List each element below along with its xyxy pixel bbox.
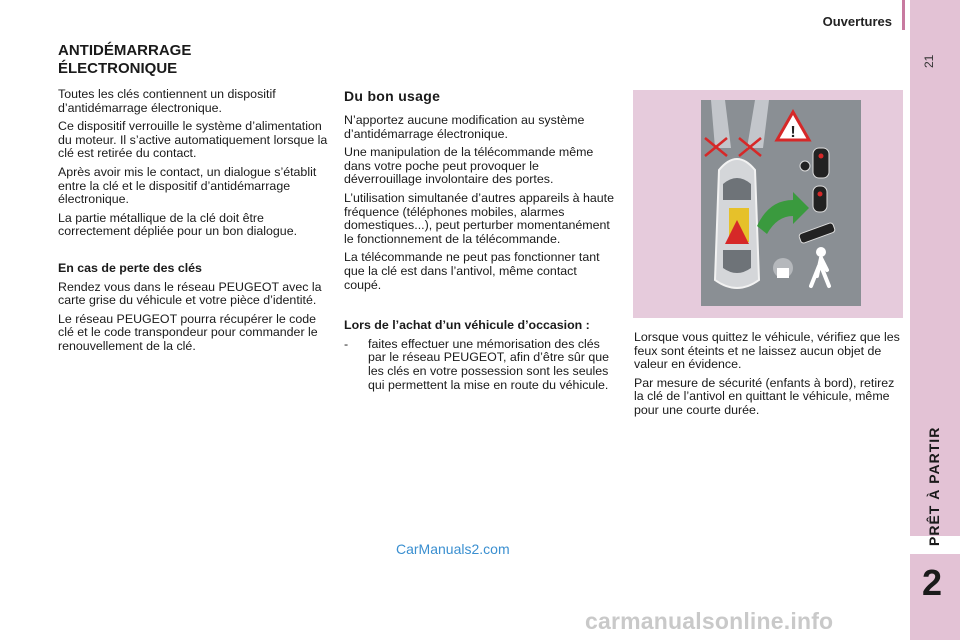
paragraph: Le réseau PEUGEOT pourra récupérer le code clé et le code transpondeur pour commander le renouvellement de la clé. [58, 311, 318, 353]
bullet-dash: - [344, 336, 349, 351]
paragraph: N’apportez aucune modification au système d’antidémarrage électronique. [344, 113, 585, 141]
paragraph: Rendez vous dans le réseau PEUGEOT avec la carte grise du véhicule et votre pièce d’identité. [58, 279, 322, 308]
page-title: ANTIDÉMARRAGE ÉLECTRONIQUE [58, 42, 192, 77]
remote-key-icon [813, 148, 829, 178]
column-1 [58, 88, 330, 359]
header-rule [902, 0, 905, 30]
illustration-panel [701, 100, 861, 306]
paragraph: Lorsque vous quittez le véhicule, vérifiez que les feux sont éteints et ne laissez aucun objet de valeur en évidence. [634, 330, 900, 372]
pedestrian-icon [811, 258, 829, 286]
loss-heading: En cas de perte des clés [58, 260, 202, 275]
car-keys-illustration [701, 100, 861, 306]
column-3 [634, 331, 904, 423]
chapter-label: PRÊT À PARTIR [926, 426, 942, 546]
paragraph: La télécommande ne peut pas fonctionner tant que la clé est dans l’antivol, même contact coupé. [344, 250, 600, 292]
section-heading: Du bon usage [344, 88, 441, 104]
paragraph: Après avoir mis le contact, un dialogue s’établit entre la clé et le dispositif d’antidémarrage électronique. [58, 164, 317, 207]
warning-glyph: ! [790, 124, 796, 141]
key-icon [798, 222, 835, 244]
section-title: Ouvertures [822, 14, 892, 29]
list-item [344, 338, 616, 392]
paragraph: Par mesure de sécurité (enfants à bord), retirez la clé de l’antivol en quittant le véhicule, même pour une courte durée. [634, 375, 895, 417]
paragraph: Une manipulation de la télécommande même dans votre poche peut provoquer le déverrouillage involontaire des portes. [344, 145, 594, 187]
paragraph: Ce dispositif verrouille le système d’alimentation du moteur. Il s’active automatiquement lorsque la clé est retirée du contact. [58, 119, 328, 161]
page-number: 21 [922, 54, 936, 68]
bullet-text: faites effectuer une mémorisation des clés par le réseau PEUGEOT, afin d’être sûr que les clés en votre possession sont les seules qui permettent la mise en route du véhicule. [368, 336, 610, 392]
arrow-icon [757, 192, 809, 234]
lock-icon [777, 268, 789, 278]
purchase-heading: Lors de l’achat d’un véhicule d’occasion : [344, 318, 590, 333]
headlight-beam-icon [711, 100, 731, 148]
remote-key-icon [813, 186, 827, 212]
paragraph: La partie métallique de la clé doit être correctement dépliée pour un bon dialogue. [58, 210, 298, 239]
footer-watermark: carmanualsonline.info [585, 608, 834, 634]
watermark-link[interactable]: CarManuals2.com [396, 541, 510, 557]
paragraph: Toutes les clés contiennent un dispositif d’antidémarrage électronique. [58, 87, 276, 115]
column-2 [344, 114, 616, 392]
chapter-number: 2 [922, 562, 943, 603]
paragraph: L’utilisation simultanée d’autres appareils à haute fréquence (téléphones mobiles, alarmes domestiques...), peut perturber momentanément le fonctionnement de la télécommande. [344, 190, 615, 246]
